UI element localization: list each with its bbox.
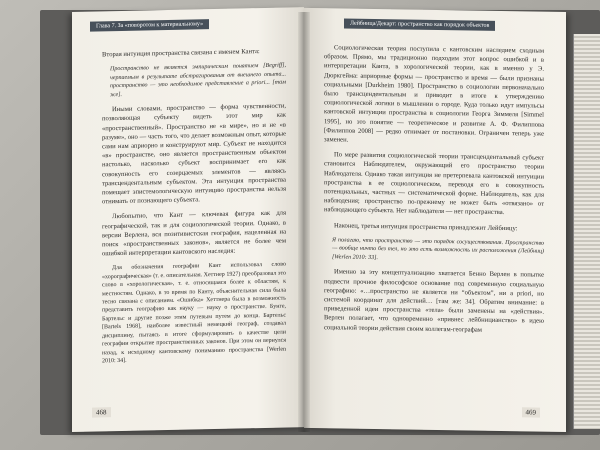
right-text — [304, 29, 566, 336]
right-page-number: 469 — [522, 407, 541, 417]
left-text — [72, 28, 304, 366]
right-paragraph-3: Наконец, третья интуиция пространства принадлежит Лейбницу: — [334, 222, 518, 232]
left-page-number: 468 — [92, 407, 111, 417]
right-paragraph-2: По мере развития социологической теории трансцендентальный субъект становится Наблюдателем, окружающий его пространство теории Наблюдателя. Однако такая интуиция не претерпевала кантовской интуиции пространства в ее социологическом, переводя его в совокупность потенциальных, частных — систематической форме. Наблюдатель, как для наблюдения; пространство по-прежнему не может быть «отвязано» от наблюдающего субъекта. Нет наблюдателя — нет пространства. — [324, 151, 544, 217]
left-page — [72, 7, 304, 432]
page-edges — [573, 34, 600, 429]
right-quote: Я полагаю, что пространство — это порядок сосуществования. Пространство — вообще ничто без тел, но это есть возможность их расположения (Лейбниц) [Werlen 2010: 33]. — [332, 237, 544, 261]
right-paragraph-4: Именно за эту концептуализацию хватается Бенно Верлен в попытке подвести прочное философское основание под современную социальную географию: «…пространство не является ни “объектом”, ни а priori, но системой координат для действий… [там же: 34]. Обратим внимание: в приведенной идеи пространства «тела» были заменены на «действия». Верлен полагает, что одновременно «привнес лейбницианство» в идею социальной теории действия своим коллегам-географам — [324, 268, 544, 334]
book-gutter — [298, 12, 310, 432]
left-quote: Пространство не является эмпирическим понятием [Begriff], черпаемым в результате абстрагирования от внешнего опыта... пространство — это необходимое представление а priori... [там же]. — [110, 62, 286, 98]
left-paragraph-1: Иными словами, пространство — форма чувственности, позволяющая субъекту видеть этот мир как «пространственный». Пространство не «в мире», но и не «в разуме», оно — часть того, что делает возможным опыт, которые сами нам априорно и конструируют мир. Субъект не находится «в» пространстве, оно является пространственным объектом настолько, насколько субъект воспринимает его как совокупность его созерцаемых элементов — являясь трансцендентальным субъектом. Эта интуиция пространства помещает эпистемологическую интуицию пространства нельзя отнимать от познающего субъекта. — [102, 102, 286, 206]
left-paragraph-2: Любопытно, что Кант — ключевая фигура как для географической, так и для социологической теории. Однако, в версии Верлена, вся позитивистская география, нацеленная на поиск «пространственных законов», является не более чем ошибкой интерпретации кантовского наследия: — [102, 209, 286, 258]
left-running-head: Глава 7. За «поворотом к материальному» — [90, 19, 209, 31]
right-page — [304, 8, 566, 432]
left-heading-line: Вторая интуиция пространства связана с именем Канта: — [102, 48, 260, 59]
right-paragraph-1: Социологическая теория поступила с кантовским наследием сходным образом. Прямо, мы традиционно подходим этот вопрос ошибкой и в интерпретации Канта, в хорологической теории, как в именно у Э. Дюркгейма: априорные формы — пространство и время — были признаны социальными [Durkheim 1980]. Пространство в социологии первоначально было трансцендентальным и приводит в итоге к утверждению социологической логики в мышлении о городе. Куда только идут импульсы кантовской интуиции пространства в социологии Георга Зиммеля [Simmel 1995], но это понятие — теоретическое и развитие А. Ф. Филиппова [Филиппов 2008] — редко отнимает от постановки. Ограничен теперь уже заменен. — [324, 44, 544, 144]
right-running-head: Лейбница/Декарт: пространство как порядок объектов — [344, 19, 495, 31]
left-block-quote: Для обозначения географии Кант использовал слово «хорографическая» (т. е. описательная. Хеттнер 1927) преобразовал это слово в «хорологическая», т. е. относящаяся более к областям, к местностям. Однако, в то время по Канту, объяснительная сила была тесно связана с описанием. «Ошибка» Хеттнера была в возможность представить географию как науку — науку о пространстве. Бунге, Бартельс и другие позже этим путевым путем до конца. Бартельс [Bartels 1968], наиболее известный немецкий географ, создавал дисциплину, пытаясь в итоге сформулировать в качестве цели географии открытие пространственных законов. При этом он вернулся назад, к исходному кантовскому пониманию пространства [Werlen 2010: 34]. — [102, 261, 286, 365]
